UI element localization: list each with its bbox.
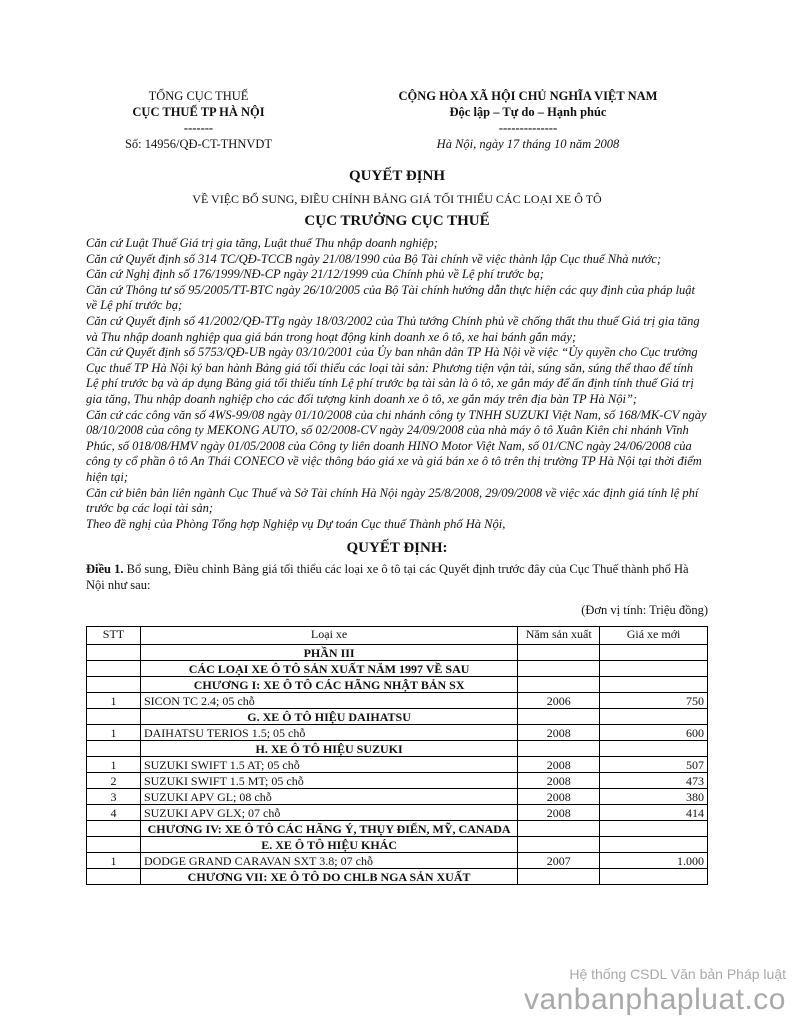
stt-cell xyxy=(87,837,141,853)
year-cell: 2008 xyxy=(518,789,600,805)
stt-cell xyxy=(87,869,141,885)
legal-basis-item: Theo đề nghị của Phòng Tổng hợp Nghiệp vụ Dự toán Cục thuế Thành phố Hà Nội, xyxy=(86,516,506,531)
year-cell xyxy=(518,645,600,661)
table-row xyxy=(87,725,708,741)
section-heading: CHƯƠNG I: XE Ô TÔ CÁC HÃNG NHẬT BẢN SX xyxy=(140,677,517,693)
year-cell: 2007 xyxy=(518,853,600,869)
header-price: Giá xe mới xyxy=(600,627,708,645)
document-number: Số: 14956/QĐ-CT-THNVDT xyxy=(124,137,273,151)
section-heading-row xyxy=(87,821,708,837)
unit-note: (Đơn vị tính: Triệu đồng) xyxy=(581,603,708,618)
stt-cell: 1 xyxy=(87,693,141,709)
table-row xyxy=(87,693,708,709)
price-cell: 414 xyxy=(600,805,708,821)
price-cell xyxy=(600,869,708,885)
document-subtitle: VỀ VIỆC BỔ SUNG, ĐIỀU CHỈNH BẢNG GIÁ TỐI THIỂU CÁC LOẠI XE Ô TÔ xyxy=(192,192,602,206)
price-cell: 600 xyxy=(600,725,708,741)
article-1-label: Điều 1. xyxy=(86,562,124,577)
legal-basis-item: Căn cứ biên bản liên ngành Cục Thuế và Sở Tài chính Hà Nội ngày 25/8/2008, 29/09/2008 về việc xác định giá tính lệ phí trước bạ các loại tài sản; xyxy=(86,485,699,516)
section-heading: CHƯƠNG IV: XE Ô TÔ CÁC HÃNG Ý, THỤY ĐIỂN, MỸ, CANADA xyxy=(140,821,517,837)
section-heading-row xyxy=(87,661,708,677)
year-cell: 2008 xyxy=(518,757,600,773)
header-stt: STT xyxy=(87,627,141,645)
vehicle-type-cell: SUZUKI APV GL; 08 chỗ xyxy=(140,789,517,805)
year-cell: 2008 xyxy=(518,773,600,789)
year-cell: 2008 xyxy=(518,725,600,741)
table-row xyxy=(87,789,708,805)
header-vehicle-type: Loại xe xyxy=(140,627,517,645)
table-row xyxy=(87,773,708,789)
document-date: Hà Nội, ngày 17 tháng 10 năm 2008 xyxy=(436,137,620,151)
section-heading-row xyxy=(87,837,708,853)
year-cell: 2008 xyxy=(518,805,600,821)
price-cell: 507 xyxy=(600,757,708,773)
section-heading: E. XE Ô TÔ HIỆU KHÁC xyxy=(140,837,517,853)
motto-separator: -------------- xyxy=(498,121,558,135)
legal-basis-item: Căn cứ Luật Thuế Giá trị gia tăng, Luật thuế Thu nhập doanh nghiệp; xyxy=(86,236,438,250)
price-cell xyxy=(600,837,708,853)
price-cell xyxy=(600,741,708,757)
year-cell xyxy=(518,741,600,757)
table-row xyxy=(87,757,708,773)
watermark-site: vanbanphapluat.co xyxy=(523,983,786,1016)
section-heading: PHẦN III xyxy=(140,645,517,661)
year-cell: 2006 xyxy=(518,693,600,709)
section-heading-row xyxy=(87,741,708,757)
vehicle-type-cell: SUZUKI SWIFT 1.5 AT; 05 chỗ xyxy=(140,757,517,773)
stt-cell: 3 xyxy=(87,789,141,805)
vehicle-type-cell: SICON TC 2.4; 05 chỗ xyxy=(140,693,517,709)
section-heading: G. XE Ô TÔ HIỆU DAIHATSU xyxy=(140,709,517,725)
year-cell xyxy=(518,709,600,725)
stt-cell xyxy=(87,677,141,693)
price-cell xyxy=(600,677,708,693)
year-cell xyxy=(518,837,600,853)
section-heading: CÁC LOẠI XE Ô TÔ SẢN XUẤT NĂM 1997 VỀ SAU xyxy=(140,661,517,677)
vehicle-type-cell: DAIHATSU TERIOS 1.5; 05 chỗ xyxy=(140,725,517,741)
stt-cell: 1 xyxy=(87,725,141,741)
year-cell xyxy=(518,677,600,693)
section-heading-row xyxy=(87,645,708,661)
price-cell: 473 xyxy=(600,773,708,789)
legal-basis-item: Căn cứ Quyết định số 5753/QĐ-UB ngày 03/10/2001 của Ủy ban nhân dân TP Hà Nội về việc “Ủy quyền cho Cục trưởng Cục thuế TP Hà Nội ký ban hành Bảng giá tối thiểu các loại tài sản: Phương tiện vận tải, súng săn, súng thể thao để tính Lệ phí trước bạ và áp dụng Bảng giá tối thiểu tính Lệ phí trước bạ tài sản là ô tô, xe gắn máy để ấn định tính thuế Giá trị gia tăng, Thu nhập doanh nghiệp cho các đối tượng kinh doanh xe ô tô, xe gắn máy trên địa bàn TP Hà Nội”; xyxy=(86,345,698,406)
price-cell xyxy=(600,709,708,725)
price-table xyxy=(86,626,708,885)
document-page xyxy=(86,88,708,885)
header-year: Năm sản xuất xyxy=(518,627,600,645)
stt-cell xyxy=(87,741,141,757)
agency-separator: ------- xyxy=(183,121,214,135)
stt-cell xyxy=(87,645,141,661)
year-cell xyxy=(518,821,600,837)
section-heading-row xyxy=(87,677,708,693)
decision-heading: QUYẾT ĐỊNH: xyxy=(346,540,448,557)
year-cell xyxy=(518,869,600,885)
section-heading: CHƯƠNG VII: XE Ô TÔ DO CHLB NGA SẢN XUẤT xyxy=(140,869,517,885)
price-cell xyxy=(600,645,708,661)
section-heading-row xyxy=(87,709,708,725)
year-cell xyxy=(518,661,600,677)
table-body xyxy=(87,645,708,885)
article-1-text: Bổ sung, Điều chỉnh Bảng giá tối thiểu các loại xe ô tô tại các Quyết định trước đây của Cục Thuế thành phố Hà Nội như sau: xyxy=(86,562,689,593)
stt-cell: 4 xyxy=(87,805,141,821)
stt-cell: 1 xyxy=(87,853,141,869)
price-cell xyxy=(600,661,708,677)
stt-cell xyxy=(87,709,141,725)
vehicle-type-cell: DODGE GRAND CARAVAN SXT 3.8; 07 chỗ xyxy=(140,853,517,869)
table-header-row xyxy=(87,627,708,645)
price-cell: 1.000 xyxy=(600,853,708,869)
section-heading-row xyxy=(87,869,708,885)
stt-cell: 1 xyxy=(87,757,141,773)
document-title: QUYẾT ĐỊNH xyxy=(349,168,445,184)
table-row xyxy=(87,805,708,821)
price-cell xyxy=(600,821,708,837)
national-motto-block xyxy=(368,88,688,152)
vehicle-type-cell: SUZUKI SWIFT 1.5 MT; 05 chỗ xyxy=(140,773,517,789)
stt-cell xyxy=(87,821,141,837)
country-name: CỘNG HÒA XÃ HỘI CHỦ NGHĨA VIỆT NAM xyxy=(398,89,658,103)
legal-basis-item: Căn cứ Nghị định số 176/1999/NĐ-CP ngày 21/12/1999 của Chính phủ về Lệ phí trước bạ; xyxy=(86,267,544,282)
legal-basis-item: Căn cứ các công văn số 4WS-99/08 ngày 01/10/2008 của chi nhánh công ty TNHH SUZUKI Việt Nam, số 168/MK-CV ngày 08/10/2008 của công ty MEKONG AUTO, số 02/2008-CV ngày 24/09/2008 của nhà máy ô tô Xuân Kiên chi nhánh Vĩnh Phúc, số 018/08/HMV ngày 01/05/2008 của Công ty liên doanh HINO Motor Việt Nam, số 01/CNC ngày 24/06/2008 của công ty cổ phần ô tô An Thái CONECO về việc thông báo giá xe và giá bán xe ô tô trên thị trường TP Hà Nội tại thời điểm hiện tại; xyxy=(86,407,707,484)
legal-basis-list xyxy=(86,236,708,532)
section-heading: H. XE Ô TÔ HIỆU SUZUKI xyxy=(140,741,517,757)
vehicle-type-cell: SUZUKI APV GLX; 07 chỗ xyxy=(140,805,517,821)
issuing-agency-block xyxy=(86,88,311,152)
legal-basis-item: Căn cứ Quyết định số 41/2002/QĐ-TTg ngày 18/03/2002 của Thủ tướng Chính phủ về chống thất thu thuế Giá trị gia tăng và Thu nhập doanh nghiệp qua giá bán trong hoạt động kinh doanh xe ô tô, xe hai bánh gắn máy; xyxy=(86,313,700,344)
price-cell: 750 xyxy=(600,693,708,709)
authority-title: CỤC TRƯỞNG CỤC THUẾ xyxy=(304,213,490,229)
watermark-line-1: Hệ thống CSDL Văn bản Pháp luật xyxy=(569,966,786,982)
stt-cell xyxy=(87,661,141,677)
table-row xyxy=(87,853,708,869)
legal-basis-item: Căn cứ Quyết định số 314 TC/QĐ-TCCB ngày 21/08/1990 của Bộ Tài chính về việc thành lập Cục thuế Nhà nước; xyxy=(86,251,662,266)
price-cell: 380 xyxy=(600,789,708,805)
agency-parent: TỔNG CỤC THUẾ xyxy=(148,89,249,103)
stt-cell: 2 xyxy=(87,773,141,789)
article-1 xyxy=(86,561,708,593)
document-header xyxy=(86,88,708,152)
agency-name: CỤC THUẾ TP HÀ NỘI xyxy=(132,105,265,119)
legal-basis-item: Căn cứ Thông tư số 95/2005/TT-BTC ngày 26/10/2005 của Bộ Tài chính hướng dẫn thực hiện các quy định của pháp luật về Lệ phí trước bạ; xyxy=(86,282,696,313)
motto: Độc lập – Tự do – Hạnh phúc xyxy=(449,105,607,119)
